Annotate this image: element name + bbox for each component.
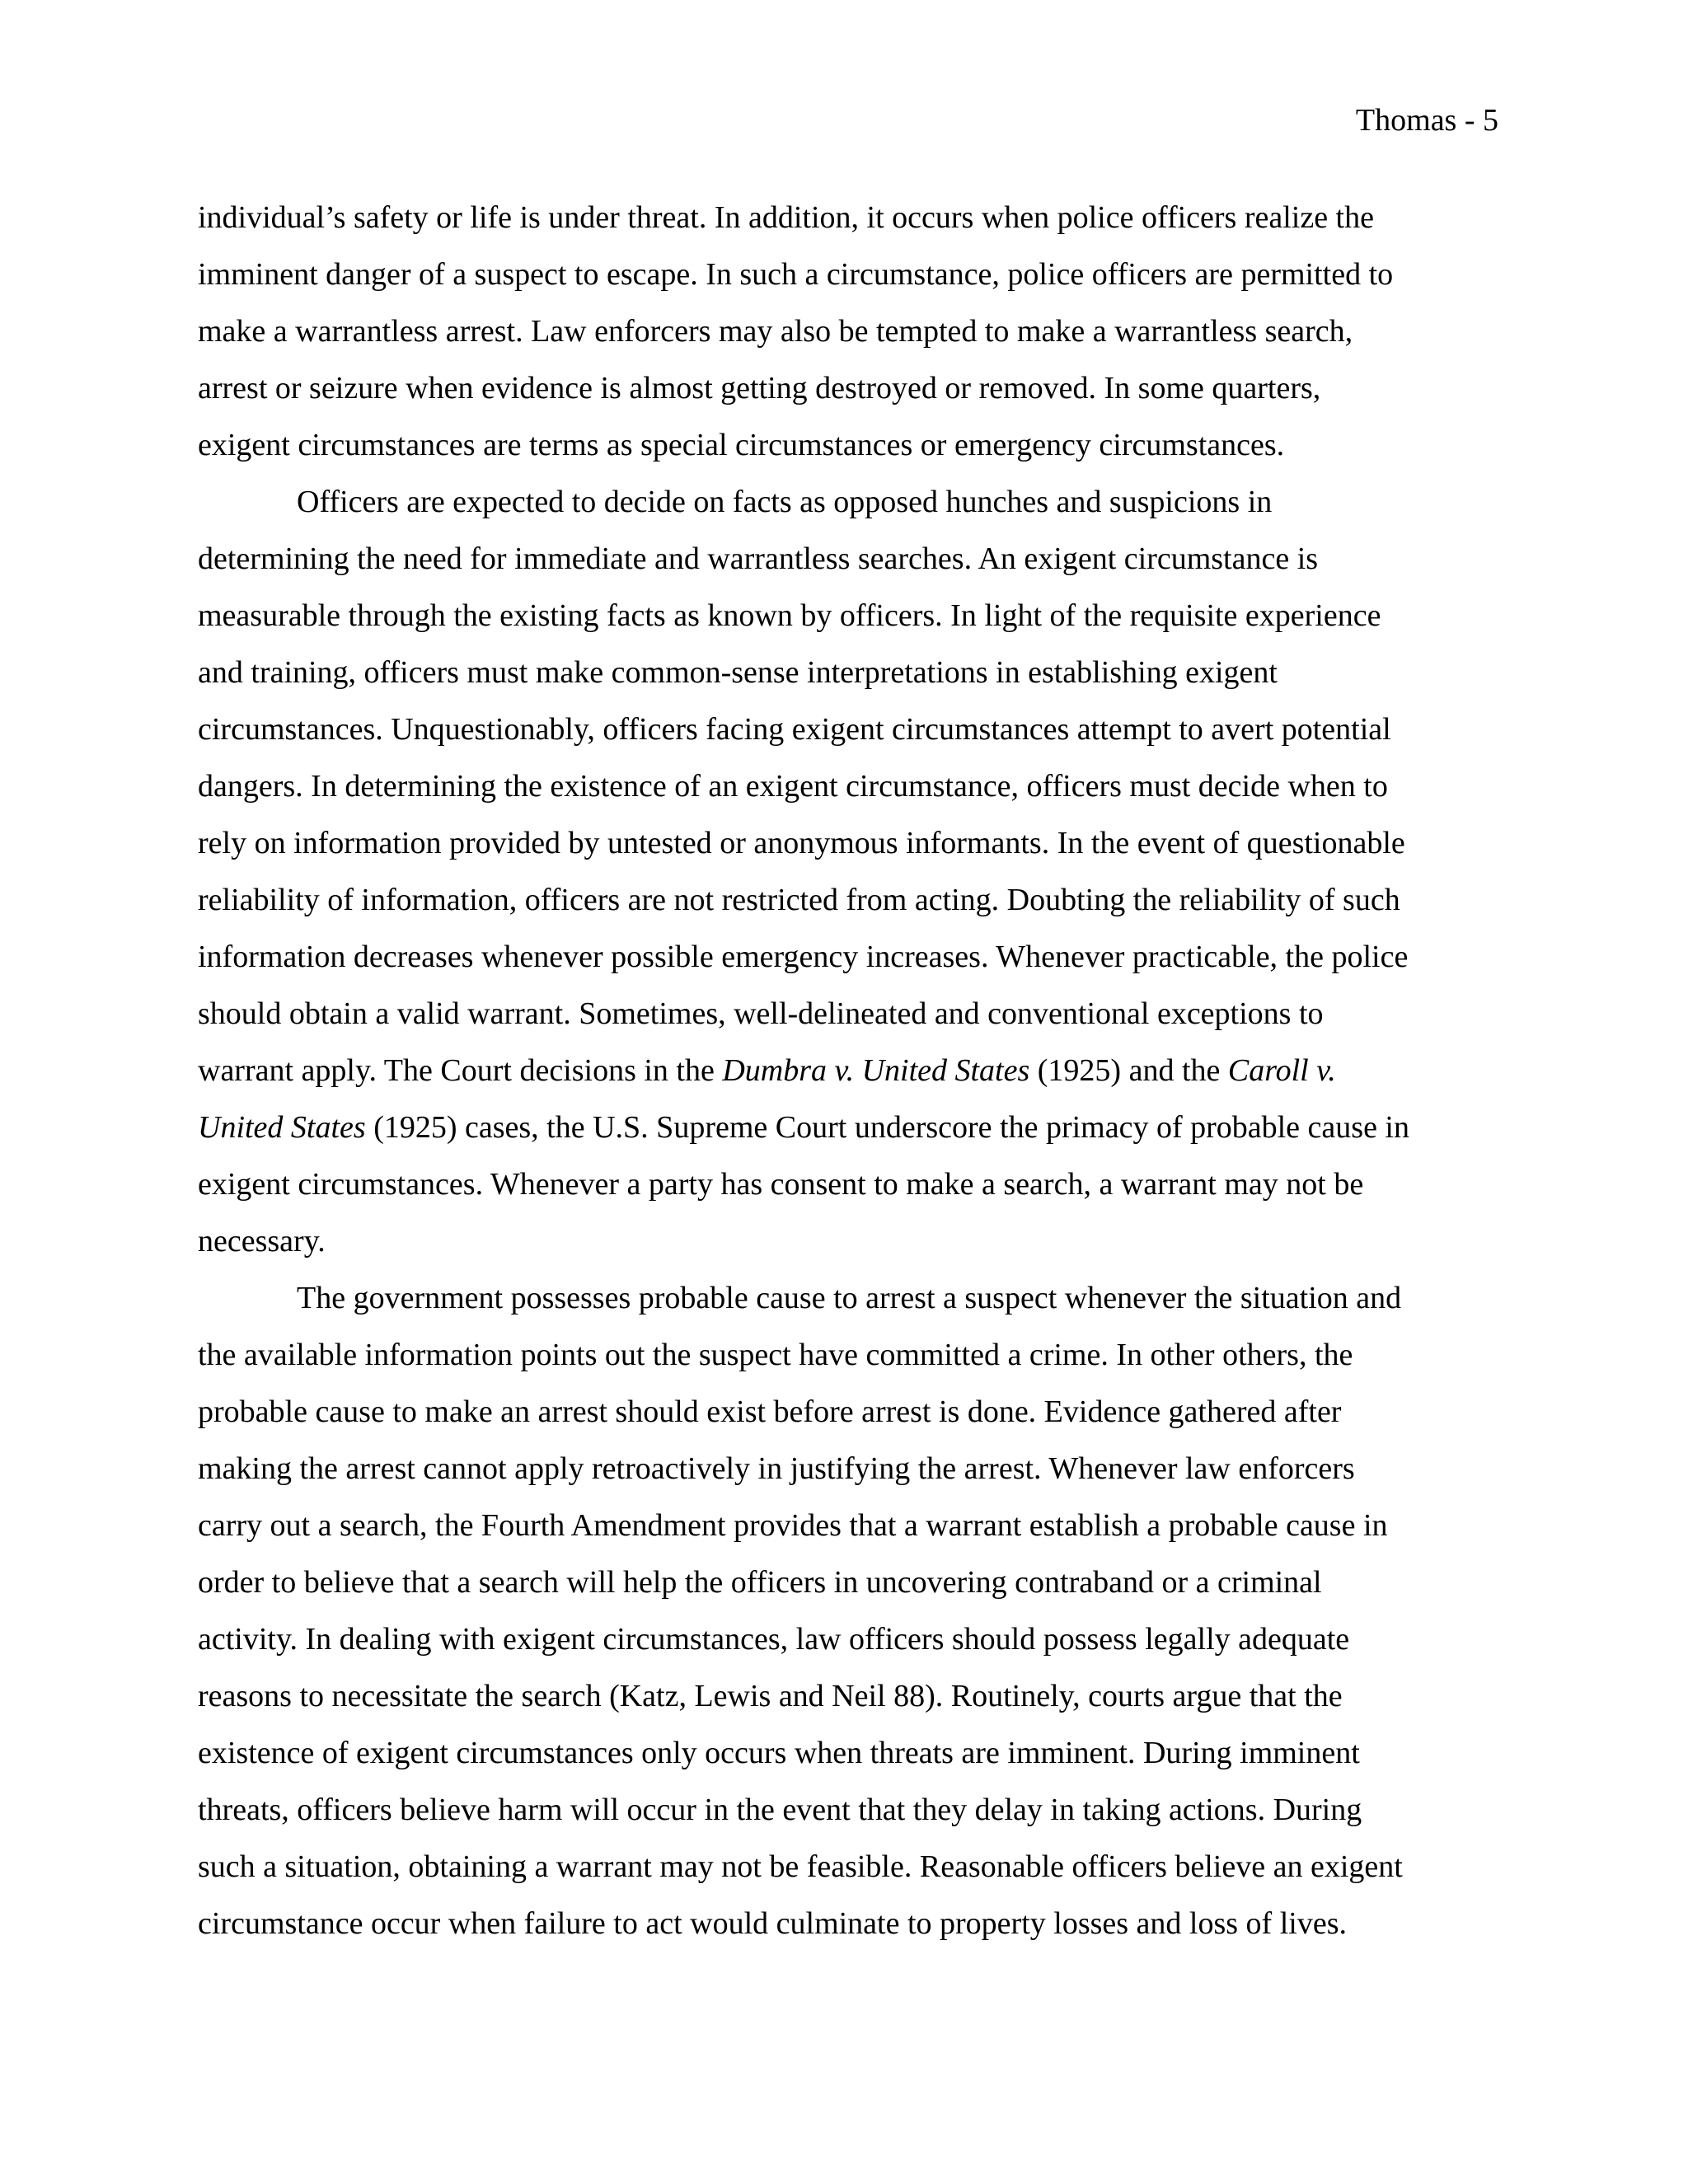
text-line: rely on information provided by untested or anonymous informants. In the event of questionable bbox=[198, 826, 1405, 860]
case-name: United States bbox=[198, 1110, 366, 1145]
text-segment: warrant apply. The Court decisions in the bbox=[198, 1053, 723, 1088]
text-line: the available information points out the suspect have committed a crime. In other others, the bbox=[198, 1338, 1353, 1372]
text-line: measurable through the existing facts as known by officers. In light of the requisite experience bbox=[198, 598, 1381, 633]
text-line: determining the need for immediate and warrantless searches. An exigent circumstance is bbox=[198, 541, 1319, 576]
text-segment: (1925) and the bbox=[1029, 1053, 1228, 1088]
text-line: exigent circumstances are terms as special circumstances or emergency circumstances. bbox=[198, 428, 1285, 462]
paragraph-first-line: The government possesses probable cause to arrest a suspect whenever the situation and bbox=[297, 1281, 1402, 1315]
case-name: Dumbra v. United States bbox=[722, 1053, 1030, 1088]
text-line: individual’s safety or life is under threat. In addition, it occurs when police officers realize the bbox=[198, 200, 1374, 235]
text-line: arrest or seizure when evidence is almost getting destroyed or removed. In some quarters, bbox=[198, 371, 1321, 405]
case-name: Caroll v. bbox=[1227, 1053, 1336, 1088]
text-line: order to believe that a search will help the officers in uncovering contraband or a criminal bbox=[198, 1565, 1322, 1600]
text-line: should obtain a valid warrant. Sometimes, well-delineated and conventional exceptions to bbox=[198, 996, 1324, 1031]
text-line: dangers. In determining the existence of an exigent circumstance, officers must decide when to bbox=[198, 769, 1388, 804]
text-line: and training, officers must make common-sense interpretations in establishing exigent bbox=[198, 655, 1278, 690]
text-line: exigent circumstances. Whenever a party has consent to make a search, a warrant may not be bbox=[198, 1167, 1364, 1202]
text-line: necessary. bbox=[198, 1224, 326, 1258]
text-line: probable cause to make an arrest should exist before arrest is done. Evidence gathered after bbox=[198, 1394, 1342, 1429]
text-line: reliability of information, officers are not restricted from acting. Doubting the reliability of such bbox=[198, 883, 1400, 917]
text-line: existence of exigent circumstances only occurs when threats are imminent. During imminent bbox=[198, 1736, 1360, 1770]
text-line: carry out a search, the Fourth Amendment provides that a warrant establish a probable cause in bbox=[198, 1508, 1388, 1543]
text-line: threats, officers believe harm will occur in the event that they delay in taking actions. During bbox=[198, 1793, 1362, 1827]
text-line: making the arrest cannot apply retroactively in justifying the arrest. Whenever law enforcers bbox=[198, 1451, 1355, 1486]
text-line: reasons to necessitate the search (Katz, Lewis and Neil 88). Routinely, courts argue that the bbox=[198, 1679, 1343, 1713]
paragraph-first-line: Officers are expected to decide on facts as opposed hunches and suspicions in bbox=[297, 485, 1273, 519]
text-segment: (1925) cases, the U.S. Supreme Court underscore the primacy of probable cause in bbox=[365, 1110, 1409, 1145]
text-line: activity. In dealing with exigent circumstances, law officers should possess legally adequate bbox=[198, 1622, 1350, 1657]
case-citation-line bbox=[198, 1099, 1508, 1156]
text-line: imminent danger of a suspect to escape. In such a circumstance, police officers are permitted to bbox=[198, 257, 1394, 292]
text-line: circumstances. Unquestionably, officers facing exigent circumstances attempt to avert potential bbox=[198, 712, 1391, 747]
case-citation-line bbox=[198, 1043, 1508, 1099]
text-line: information decreases whenever possible emergency increases. Whenever practicable, the police bbox=[198, 940, 1409, 974]
text-line: such a situation, obtaining a warrant may not be feasible. Reasonable officers believe an exigent bbox=[198, 1849, 1403, 1884]
text-line: make a warrantless arrest. Law enforcers may also be tempted to make a warrantless search, bbox=[198, 314, 1353, 349]
body-text bbox=[198, 190, 1508, 1952]
text-line: circumstance occur when failure to act would culminate to property losses and loss of lives. bbox=[198, 1906, 1347, 1941]
running-head: Thomas - 5 bbox=[1355, 103, 1498, 138]
